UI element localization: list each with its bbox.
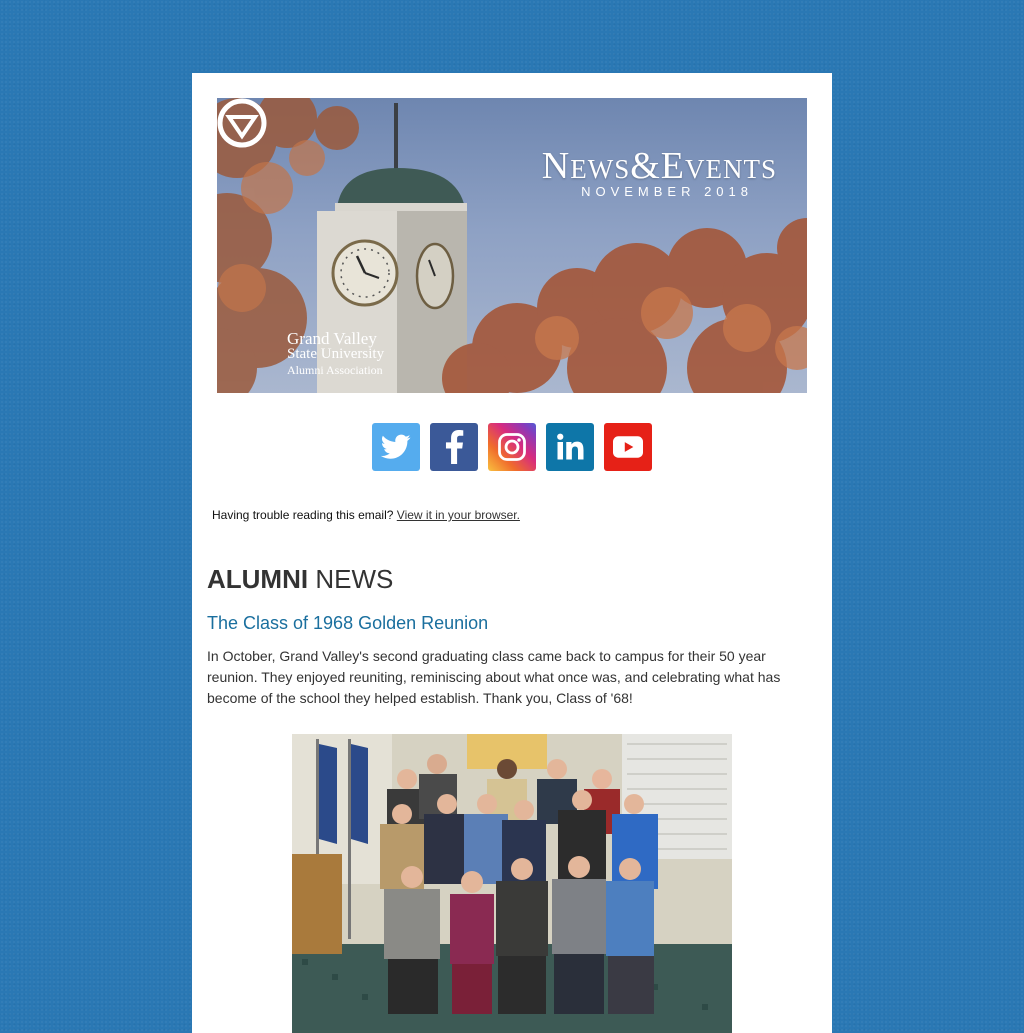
section-heading [207, 564, 393, 595]
linkedin-button[interactable] [546, 423, 594, 471]
section-heading-rest: NEWS [315, 564, 394, 594]
facebook-button[interactable] [430, 423, 478, 471]
logo-line-2: State University [287, 346, 385, 362]
article-title[interactable]: The Class of 1968 Golden Reunion [207, 613, 489, 633]
instagram-button[interactable] [488, 423, 536, 471]
trouble-text: Having trouble reading this email? [212, 508, 394, 522]
facebook-icon [442, 430, 466, 464]
twitter-button[interactable] [372, 423, 420, 471]
email-card [192, 73, 832, 1033]
youtube-icon [613, 436, 643, 458]
instagram-icon [497, 432, 527, 462]
linkedin-icon [555, 432, 585, 462]
youtube-button[interactable] [604, 423, 652, 471]
people [380, 754, 658, 1014]
logo-line-1: Grand Valley [287, 329, 377, 348]
twitter-icon [381, 434, 411, 460]
header-banner [217, 98, 807, 393]
section-heading-bold: ALUMNI [207, 564, 309, 594]
view-in-browser-link[interactable]: View it in your browser. [396, 508, 520, 522]
group-photo-illustration [292, 734, 732, 1033]
newsletter-title: News&Events [541, 145, 777, 187]
gvsu-logo-icon [217, 98, 267, 148]
newsletter-date: NOVEMBER 2018 [581, 184, 753, 199]
view-in-browser-notice [212, 508, 520, 522]
logo-line-3: Alumni Association [287, 363, 383, 377]
gvsu-logo-wordmark [287, 330, 384, 376]
reunion-group-photo [292, 734, 732, 1033]
social-links [372, 423, 652, 471]
article-body: In October, Grand Valley's second graduating class came back to campus for their 50 year reunion. They enjoyed reuniting, reminiscing about what once was, and celebrating what has become of the school they helped establish. Thank you, Class of '68! [207, 648, 781, 706]
